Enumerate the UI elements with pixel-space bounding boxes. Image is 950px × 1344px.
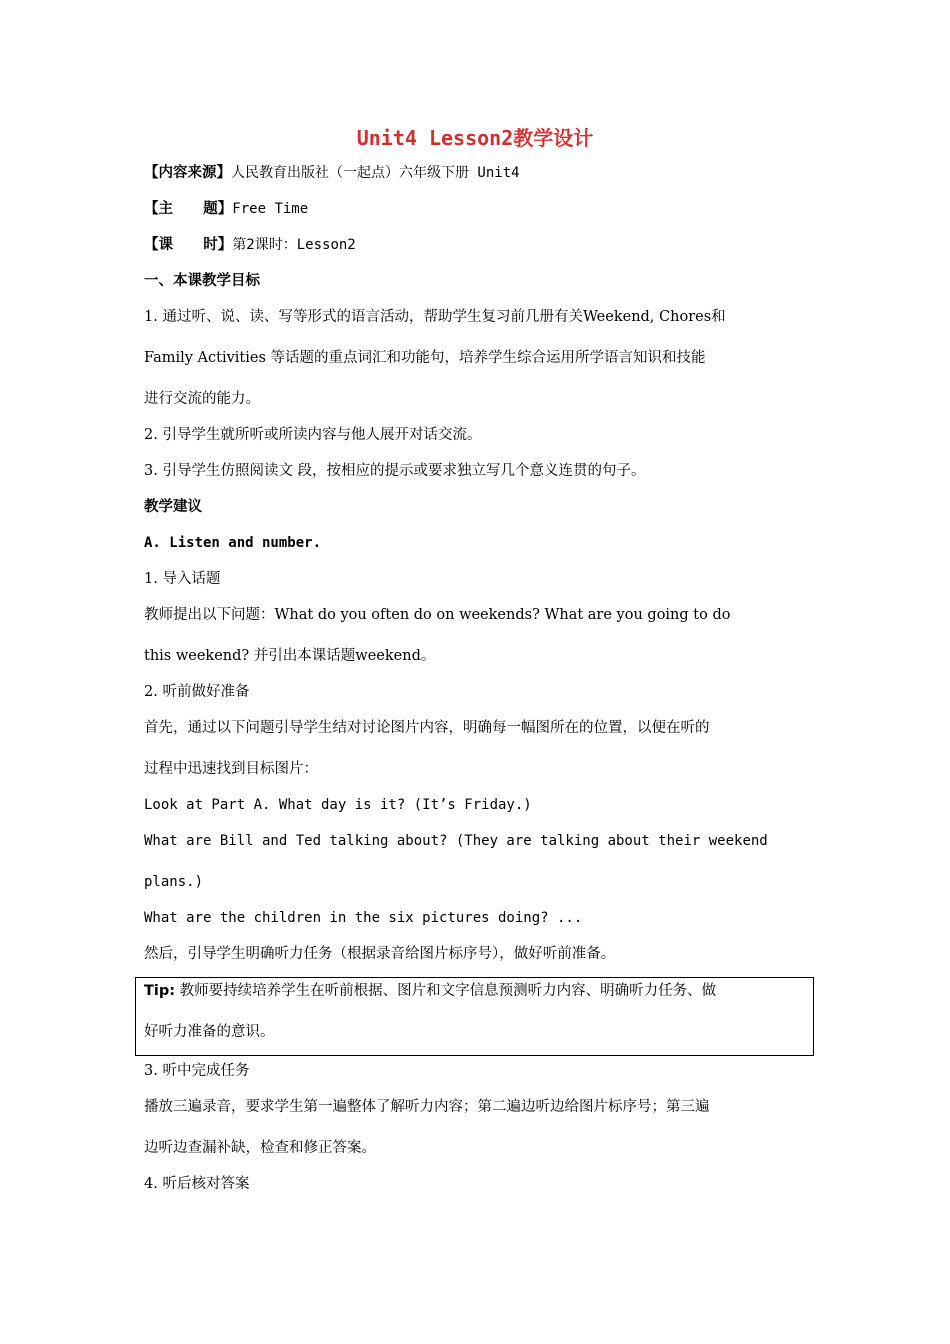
meta-period-value: 第2课时：Lesson2 bbox=[232, 237, 356, 253]
step-1-heading: 1. 导入话题 bbox=[144, 571, 221, 587]
step-3-line-1: 播放三遍录音，要求学生第一遍整体了解听力内容；第二遍边听边给图片标序号；第三遍 bbox=[144, 1099, 710, 1115]
tip-box bbox=[135, 977, 814, 1056]
meta-source-label: 【内容来源】 bbox=[144, 165, 231, 181]
part-a-heading: A. Listen and number. bbox=[144, 535, 322, 551]
step-2-line-1: 首先，通过以下问题引导学生结对讨论图片内容，明确每一幅图所在的位置，以便在听的 bbox=[144, 720, 710, 736]
step-2-heading: 2. 听前做好准备 bbox=[144, 684, 250, 700]
meta-topic-label: 【主 题】 bbox=[144, 201, 233, 217]
meta-period-label: 【课 时】 bbox=[144, 237, 233, 253]
meta-source-value: 人民教育出版社（一起点）六年级下册 Unit4 bbox=[231, 165, 520, 181]
tip-line-2: 好听力准备的意识。 bbox=[144, 1024, 275, 1040]
section1-heading: 一、本课教学目标 bbox=[144, 273, 260, 289]
goal-1-line-3: 进行交流的能力。 bbox=[144, 391, 260, 407]
step-2-line-3: 然后，引导学生明确听力任务（根据录音给图片标序号），做好听前准备。 bbox=[144, 946, 616, 962]
goal-1-line-1: 1. 通过听、说、读、写等形式的语言活动，帮助学生复习前几册有关Weekend, Chores和 bbox=[144, 309, 726, 325]
meta-topic-value: Free Time bbox=[232, 201, 309, 217]
meta-topic bbox=[144, 199, 308, 219]
step-2-line-2: 过程中迅速找到目标图片： bbox=[144, 761, 318, 777]
question-2-line-2: plans.) bbox=[144, 874, 204, 890]
tip-text-1: 教师要持续培养学生在听前根据、图片和文字信息预测听力内容、明确听力任务、做 bbox=[175, 983, 717, 999]
goal-3: 3. 引导学生仿照阅读文 段，按相应的提示或要求独立写几个意义连贯的句子。 bbox=[144, 463, 646, 479]
step-3-line-2: 边听边查漏补缺，检查和修正答案。 bbox=[144, 1140, 376, 1156]
goal-1-line-2: Family Activities 等话题的重点词汇和功能句，培养学生综合运用所学语言知识和技能 bbox=[144, 350, 706, 366]
goal-2: 2. 引导学生就所听或所读内容与他人展开对话交流。 bbox=[144, 427, 482, 443]
step-1-line-2: this weekend? 并引出本课话题weekend。 bbox=[144, 648, 436, 664]
question-2-line-1: What are Bill and Ted talking about? (They are talking about their weekend bbox=[144, 833, 768, 849]
tip-line-1 bbox=[144, 981, 716, 1001]
meta-source bbox=[144, 163, 520, 183]
question-1: Look at Part A. What day is it? (It’s Friday.) bbox=[144, 797, 532, 813]
meta-period bbox=[144, 235, 356, 255]
question-3: What are the children in the six pictures doing? ... bbox=[144, 910, 583, 926]
section2-heading: 教学建议 bbox=[144, 499, 202, 515]
document-title: Unit4 Lesson2教学设计 bbox=[356, 126, 594, 150]
step-1-line-1: 教师提出以下问题：What do you often do on weekends? What are you going to do bbox=[144, 607, 731, 623]
step-3-heading: 3. 听中完成任务 bbox=[144, 1063, 250, 1079]
step-4-heading: 4. 听后核对答案 bbox=[144, 1176, 250, 1192]
tip-label: Tip: bbox=[144, 983, 176, 999]
